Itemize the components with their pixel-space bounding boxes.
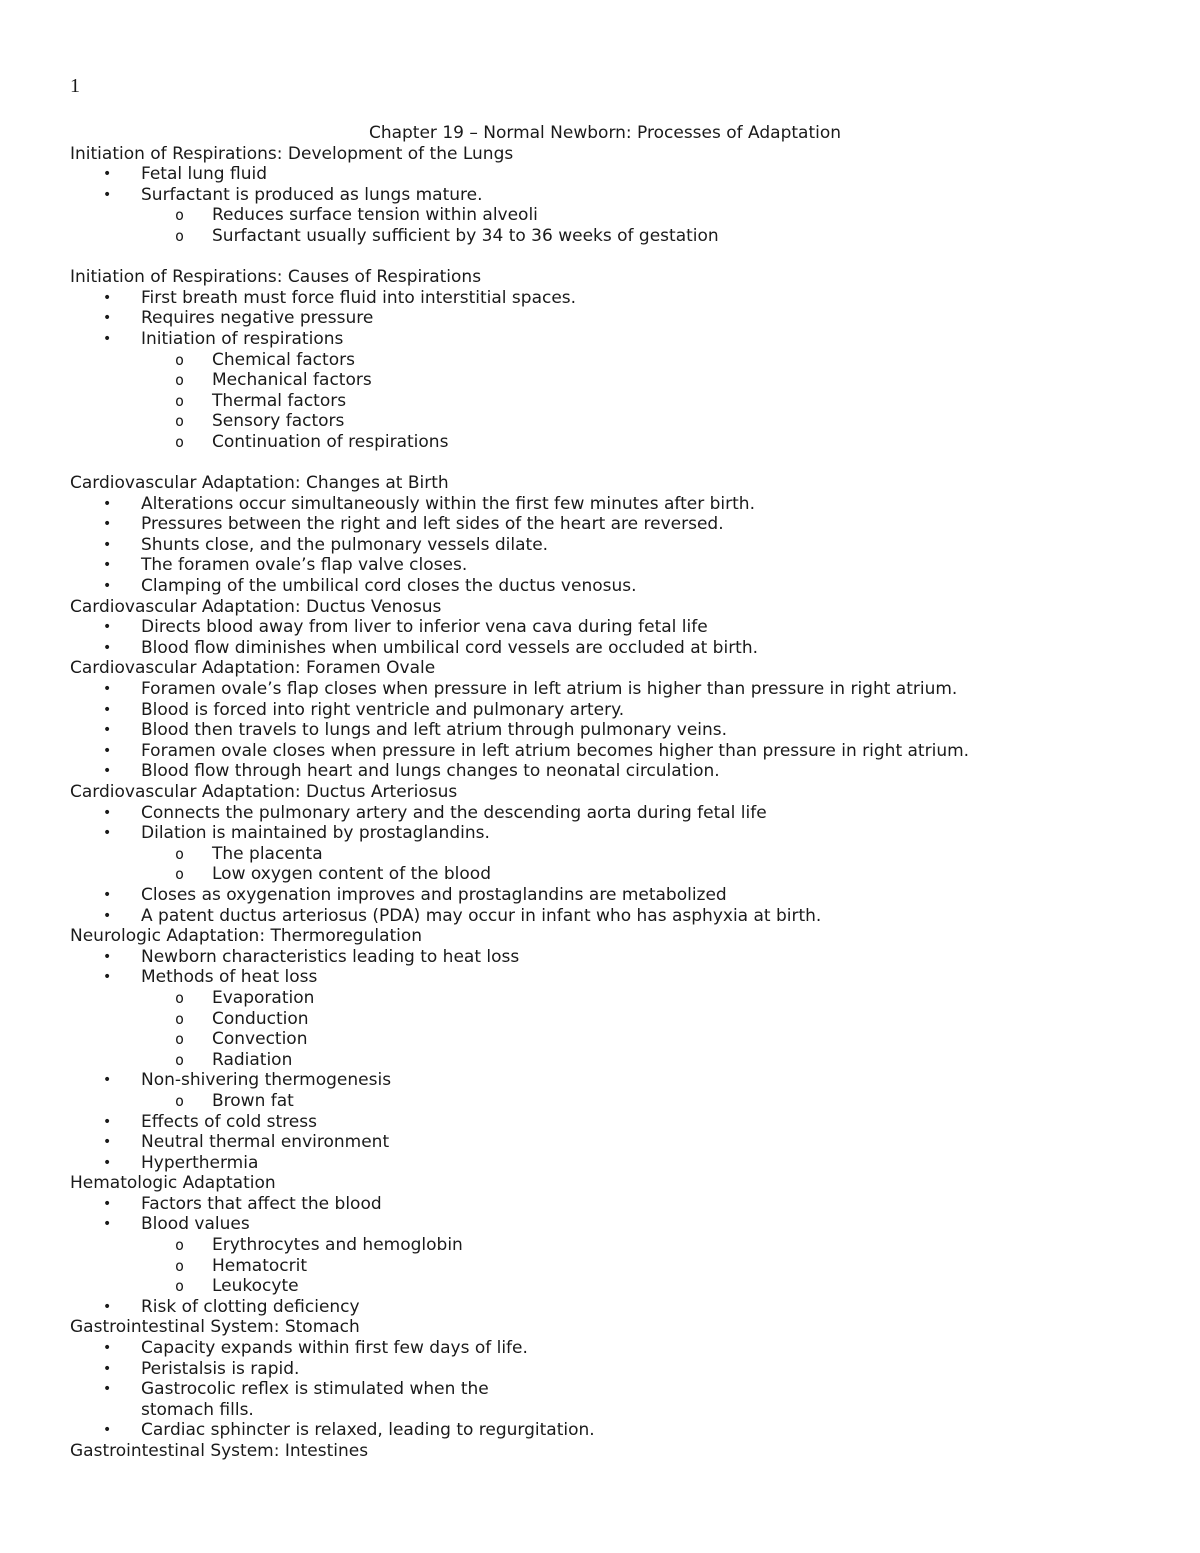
section-heading: Cardiovascular Adaptation: Ductus Arteriosus — [70, 782, 458, 802]
bullet-item: • Neutral thermal environment — [70, 1132, 1140, 1153]
bullet-item: • Directs blood away from liver to inferior vena cava during fetal life — [70, 617, 1140, 638]
sub-bullet-item: o Convection — [70, 1029, 1140, 1050]
sub-bullet-item: o Chemical factors — [70, 350, 1140, 371]
bullet-item: • Newborn characteristics leading to heat loss — [70, 947, 1140, 968]
bullet-item: • Requires negative pressure — [70, 308, 1140, 329]
sub-bullet-item: o Hematocrit — [70, 1256, 1140, 1277]
sub-bullet-item: o Continuation of respirations — [70, 432, 1140, 453]
section-heading: Gastrointestinal System: Intestines — [70, 1441, 369, 1461]
section-heading: Initiation of Respirations: Development of the Lungs — [70, 143, 514, 164]
sub-bullet-item: o Reduces surface tension within alveoli — [70, 205, 1140, 226]
bullet-item: • Foramen ovale closes when pressure in left atrium becomes higher than pressure in right atrium. — [70, 741, 1140, 762]
bullet-item: • Blood flow diminishes when umbilical cord vessels are occluded at birth. — [70, 638, 1140, 659]
bullet-item: • Peristalsis is rapid. — [70, 1359, 1140, 1380]
bullet-item: • Hyperthermia — [70, 1153, 1140, 1174]
bullet-item: • Blood is forced into right ventricle and pulmonary artery. — [70, 700, 1140, 721]
document-body — [70, 123, 1140, 1462]
bullet-item: • Connects the pulmonary artery and the descending aorta during fetal life — [70, 803, 1140, 824]
section-heading: Cardiovascular Adaptation: Foramen Ovale — [70, 658, 436, 679]
bullet-item: • Closes as oxygenation improves and prostaglandins are metabolized — [70, 885, 1140, 906]
page-number: 1 — [70, 75, 80, 97]
bullet-item: • Risk of clotting deficiency — [70, 1297, 1140, 1318]
bullet-item: • Foramen ovale’s flap closes when pressure in left atrium is higher than pressure in right atrium. — [70, 679, 1140, 700]
sub-bullet-item: o Evaporation — [70, 988, 1140, 1009]
bullet-item: • The foramen ovale’s flap valve closes. — [70, 555, 1140, 576]
bullet-item: • Alterations occur simultaneously within the first few minutes after birth. — [70, 494, 1140, 515]
blank-line — [70, 453, 1140, 474]
bullet-item: • Cardiac sphincter is relaxed, leading to regurgitation. — [70, 1420, 1140, 1441]
section-heading: Hematologic Adaptation — [70, 1173, 276, 1194]
bullet-item: • Capacity expands within first few days of life. — [70, 1338, 1140, 1359]
sub-bullet-item: o Sensory factors — [70, 411, 1140, 432]
bullet-item: • Blood then travels to lungs and left atrium through pulmonary veins. — [70, 720, 1140, 741]
sub-bullet-item: o Surfactant usually sufficient by 34 to 36 weeks of gestation — [70, 226, 1140, 247]
bullet-item: • Surfactant is produced as lungs mature. — [70, 185, 1140, 206]
bullet-item: • Effects of cold stress — [70, 1112, 1140, 1133]
bullet-item: • Initiation of respirations — [70, 329, 1140, 350]
section-heading: Gastrointestinal System: Stomach — [70, 1317, 360, 1338]
bullet-item: • First breath must force fluid into interstitial spaces. — [70, 288, 1140, 309]
bullet-item: • Methods of heat loss — [70, 967, 1140, 988]
sub-bullet-item: o Radiation — [70, 1050, 1140, 1071]
section-heading: Cardiovascular Adaptation: Changes at Birth — [70, 473, 449, 494]
bullet-item: • Clamping of the umbilical cord closes the ductus venosus. — [70, 576, 1140, 597]
bullet-item: • Blood values — [70, 1214, 1140, 1235]
sub-bullet-item: o Erythrocytes and hemoglobin — [70, 1235, 1140, 1256]
sub-bullet-item: o Mechanical factors — [70, 370, 1140, 391]
sub-bullet-item: o Leukocyte — [70, 1276, 1140, 1297]
sub-bullet-item: o Brown fat — [70, 1091, 1140, 1112]
section-heading: Neurologic Adaptation: Thermoregulation — [70, 926, 423, 947]
section-heading: Cardiovascular Adaptation: Ductus Venosus — [70, 596, 442, 617]
sub-bullet-item: o Thermal factors — [70, 391, 1140, 412]
bullet-item: • Gastrocolic reflex is stimulated when the stomach fills. — [70, 1379, 521, 1420]
bullet-item: • Pressures between the right and left sides of the heart are reversed. — [70, 514, 1140, 535]
document-title: Chapter 19 – Normal Newborn: Processes of Adaptation — [368, 123, 842, 143]
bullet-item: • A patent ductus arteriosus (PDA) may occur in infant who has asphyxia at birth. — [70, 906, 1140, 927]
bullet-item: • Non-shivering thermogenesis — [70, 1070, 1140, 1091]
bullet-item: • Fetal lung fluid — [70, 164, 1140, 185]
sub-bullet-item: o The placenta — [70, 844, 1140, 865]
section-heading: Initiation of Respirations: Causes of Respirations — [70, 267, 482, 288]
bullet-item: • Blood flow through heart and lungs changes to neonatal circulation. — [70, 761, 1140, 782]
bullet-item: • Shunts close, and the pulmonary vessels dilate. — [70, 535, 1140, 556]
sections-container — [70, 144, 1140, 1462]
blank-line — [70, 247, 1140, 268]
bullet-item: • Factors that affect the blood — [70, 1194, 1140, 1215]
sub-bullet-item: o Low oxygen content of the blood — [70, 864, 1140, 885]
bullet-item: • Dilation is maintained by prostaglandins. — [70, 823, 1140, 844]
sub-bullet-item: o Conduction — [70, 1009, 1140, 1030]
